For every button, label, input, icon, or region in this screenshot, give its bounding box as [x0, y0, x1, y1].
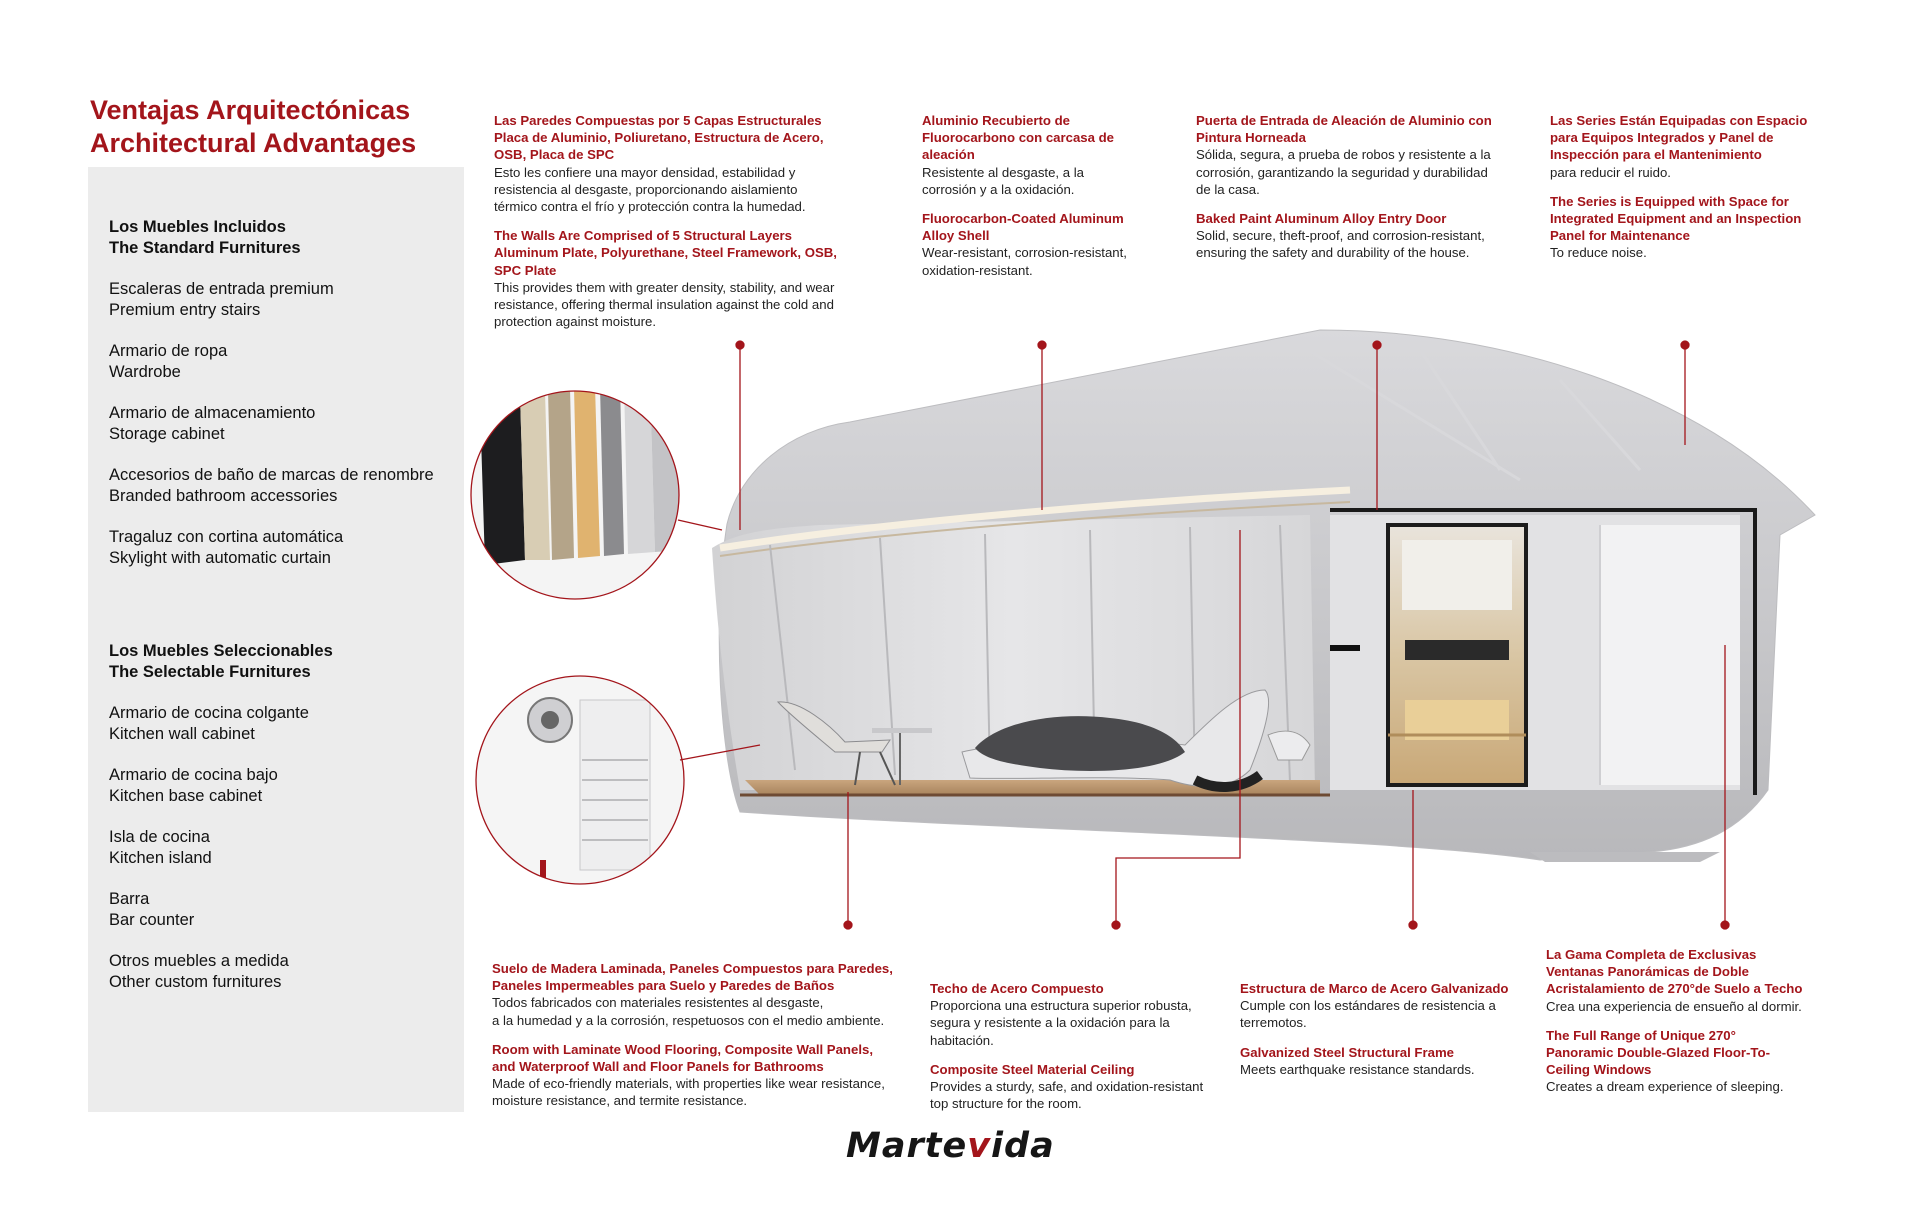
- selectable-item: Armario de cocina colgante Kitchen wall cabinet: [109, 704, 309, 743]
- note-equipment: Las Series Están Equipadas con Espacio para Equipos Integrados y Panel de Inspección para el Mantenimiento para reducir el ruido. The Series is Equipped with Space for Integrated Equipment and an Inspection Panel for Maintenance To reduce noise.: [1550, 113, 1808, 261]
- standard-item: Tragaluz con cortina automática Skylight with automatic curtain: [109, 528, 344, 567]
- standard-item: Armario de almacenamiento Storage cabinet: [109, 404, 316, 443]
- note-ceiling: Techo de Acero Compuesto Proporciona una estructura superior robusta, segura y resistente a la oxidación para la habitación. Composite Steel Material Ceiling Provides a sturdy, safe, and oxidation-resistant top structure for the room.: [930, 981, 1204, 1112]
- standard-item: Accesorios de baño de marcas de renombre Branded bathroom accessories: [109, 466, 434, 505]
- wall-layers-detail: [460, 380, 700, 610]
- selectable-furniture-heading: Los Muebles Seleccionables The Selectable Furnitures: [109, 642, 333, 681]
- standard-furniture-heading: Los Muebles Incluidos The Standard Furnitures: [109, 218, 301, 257]
- note-door: Puerta de Entrada de Aleación de Aluminio con Pintura Horneada Sólida, segura, a prueba de robos y resistente a la corrosión, garantizando la seguridad y durabilidad de la casa. Baked Paint Aluminum Alloy Entry Door Solid, secure, theft-proof, and corrosion-resistant, ensuring the safety and durability of the house.: [1196, 113, 1492, 261]
- note-walls: Las Paredes Compuestas por 5 Capas Estructurales Placa de Aluminio, Poliuretano, Estructura de Acero, OSB, Placa de SPC Esto les confiere una mayor densidad, estabilidad y resistencia al desgaste, proporcionando aislamiento térmico contra el frío y protección contra la humedad. The Walls Are Comprised of 5 Structural Layers Aluminum Plate, Polyurethane, Steel Framework, OSB, SPC Plate This provides them with greater density, stability, and wear resistance, offering thermal insulation against the cold and protection against moisture.: [494, 113, 837, 330]
- standard-item: Escaleras de entrada premium Premium entry stairs: [109, 280, 334, 319]
- note-windows: La Gama Completa de Exclusivas Ventanas Panorámicas de Doble Acristalamiento de 270°de Suelo a Techo Crea una experiencia de ensueño al dormir. The Full Range of Unique 270° Panoramic Double-Glazed Floor-To- Ceiling Windows Creates a dream experience of sleeping.: [1546, 947, 1803, 1095]
- page-title-es: Ventajas Arquitectónicas: [90, 95, 411, 125]
- note-shell: Aluminio Recubierto de Fluorocarbono con carcasa de aleación Resistente al desgaste, a la corrosión y a la oxidación. Fluorocarbon-Coated Aluminum Alloy Shell Wear-resistant, corrosion-resistant, oxidation-resistant.: [922, 113, 1127, 278]
- standard-item: Armario de ropa Wardrobe: [109, 342, 228, 381]
- note-frame: Estructura de Marco de Acero Galvanizado Cumple con los estándares de resistencia a terremotos. Galvanized Steel Structural Frame Meets earthquake resistance standards.: [1240, 981, 1509, 1077]
- brand-logo: Martevida: [846, 1126, 1055, 1166]
- selectable-item: Barra Bar counter: [109, 890, 195, 929]
- roller-shutter-detail: [470, 670, 700, 900]
- selectable-item: Otros muebles a medida Other custom furnitures: [109, 952, 289, 991]
- note-floor: Suelo de Madera Laminada, Paneles Compuestos para Paredes, Paneles Impermeables para Suelo y Paredes de Baños Todos fabricados con materiales resistentes al desgaste, a la humedad y a la corrosión, respetuosos con el medio ambiente. Room with Laminate Wood Flooring, Composite Wall Panels, and Waterproof Wall and Floor Panels for Bathrooms Made of eco-friendly materials, with properties like wear resistance, moisture resistance, and termite resistance.: [492, 961, 893, 1109]
- selectable-item: Armario de cocina bajo Kitchen base cabinet: [109, 766, 278, 805]
- selectable-item: Isla de cocina Kitchen island: [109, 828, 212, 867]
- page-title-en: Architectural Advantages: [90, 128, 417, 158]
